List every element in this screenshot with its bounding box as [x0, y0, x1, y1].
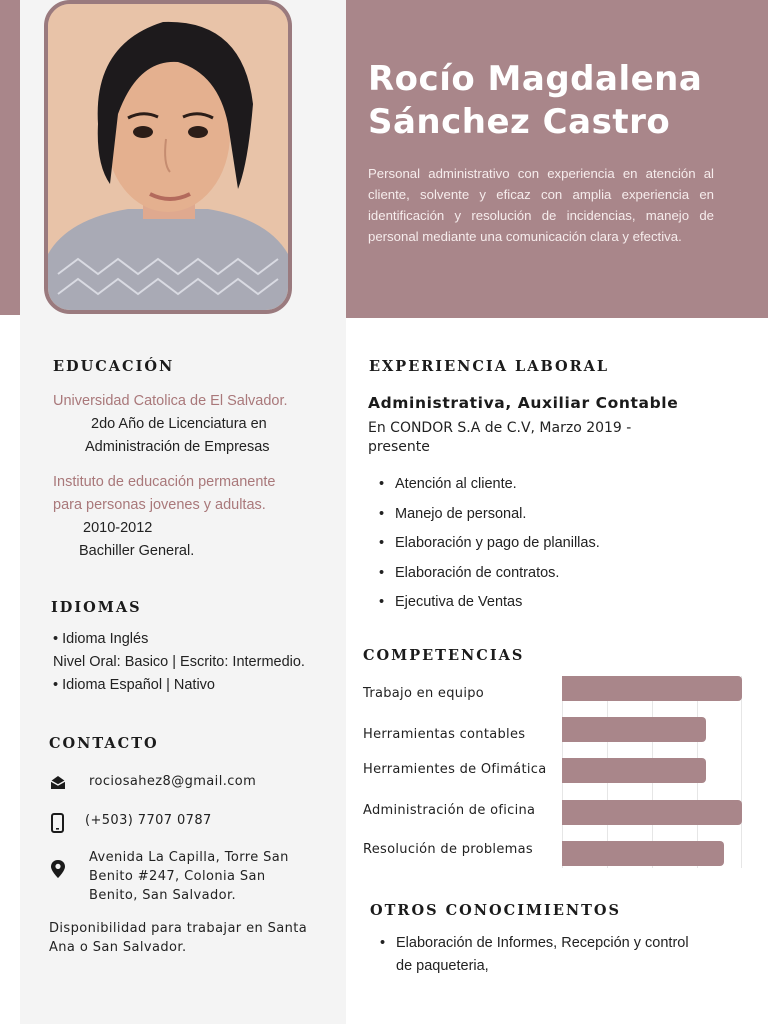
skill-bar-office-admin: [562, 800, 742, 825]
other-knowledge-line-1: Elaboración de Informes, Recepción y control: [396, 935, 689, 951]
other-knowledge-line-2: de paqueteria,: [396, 958, 489, 974]
address-line-1: Avenida La Capilla, Torre San: [89, 850, 289, 865]
address-line-2: Benito #247, Colonia San: [89, 869, 266, 884]
list-item: • Elaboración y pago de planillas.: [395, 529, 600, 559]
skill-label: Administración de oficina: [363, 803, 536, 818]
education-title: EDUCACIÓN: [53, 358, 175, 375]
list-item: • Atención al cliente.: [395, 470, 600, 500]
experience-title: EXPERIENCIA LABORAL: [369, 358, 610, 375]
job-role: Administrativa, Auxiliar Contable: [368, 394, 679, 412]
job-company: [368, 419, 631, 457]
left-accent-strip: [0, 0, 20, 315]
skill-label: Herramientes de Ofimática: [363, 762, 547, 777]
education-detail-1a: 2do Año de Licenciatura en: [91, 416, 267, 432]
language-line-3: • Idioma Español | Nativo: [53, 677, 215, 693]
contact-title: CONTACTO: [49, 735, 159, 752]
skill-label: Resolución de problemas: [363, 842, 533, 857]
header-band: [346, 0, 768, 318]
contact-address: [89, 848, 289, 905]
language-line-1: • Idioma Inglés: [53, 631, 149, 647]
grid-line: [741, 676, 742, 868]
contact-phone[interactable]: (+503) 7707 0787: [85, 813, 212, 828]
skill-label: Trabajo en equipo: [363, 686, 485, 701]
contact-email[interactable]: rociosahez8@gmail.com: [89, 774, 257, 789]
language-line-2: Nivel Oral: Basico | Escrito: Intermedio.: [53, 654, 305, 670]
job-duties-list: [395, 470, 600, 618]
phone-icon: [48, 812, 68, 834]
languages-title: IDIOMAS: [51, 599, 142, 616]
availability-line-2: Ana o San Salvador.: [49, 940, 187, 955]
skill-bar-office-tools: [562, 758, 706, 783]
list-item: [396, 932, 689, 978]
education-detail-2a: 2010-2012: [83, 520, 153, 536]
location-pin-icon: [48, 858, 68, 880]
availability-line-1: Disponibilidad para trabajar en Santa: [49, 921, 308, 936]
education-institution-2a: Instituto de educación permanente: [53, 474, 276, 490]
profile-photo: [44, 0, 292, 314]
other-knowledge-list: [396, 932, 689, 978]
skill-bar-accounting-tools: [562, 717, 706, 742]
education-institution-2b: para personas jovenes y adultas.: [53, 497, 266, 513]
list-item: • Ejecutiva de Ventas: [395, 588, 600, 618]
education-institution-1: Universidad Catolica de El Salvador.: [53, 393, 288, 409]
skills-title: COMPETENCIAS: [363, 647, 525, 664]
list-item: • Manejo de personal.: [395, 500, 600, 530]
mail-icon: [48, 772, 68, 794]
list-item: • Elaboración de contratos.: [395, 559, 600, 589]
education-detail-1b: Administración de Empresas: [85, 439, 270, 455]
name-line-1: Rocío Magdalena: [368, 59, 703, 99]
skill-bar-problem-solving: [562, 841, 724, 866]
profile-summary: Personal administrativo con experiencia en atención al cliente, solvente y eficaz con amplia experiencia en identificación y resolución de incidencias, manejo de personal mediante una comunicación clara y efectiva.: [368, 166, 714, 244]
education-detail-2b: Bachiller General.: [79, 543, 195, 559]
skill-label: Herramientas contables: [363, 727, 526, 742]
job-company-line-1: En CONDOR S.A de C.V, Marzo 2019 -: [368, 420, 632, 436]
skill-bar-teamwork: [562, 676, 742, 701]
availability-note: [49, 919, 307, 957]
candidate-name: [368, 58, 748, 144]
name-line-2: Sánchez Castro: [368, 102, 671, 142]
job-company-line-2: presente: [368, 439, 430, 455]
other-knowledge-title: OTROS CONOCIMIENTOS: [370, 902, 622, 919]
address-line-3: Benito, San Salvador.: [89, 888, 237, 903]
